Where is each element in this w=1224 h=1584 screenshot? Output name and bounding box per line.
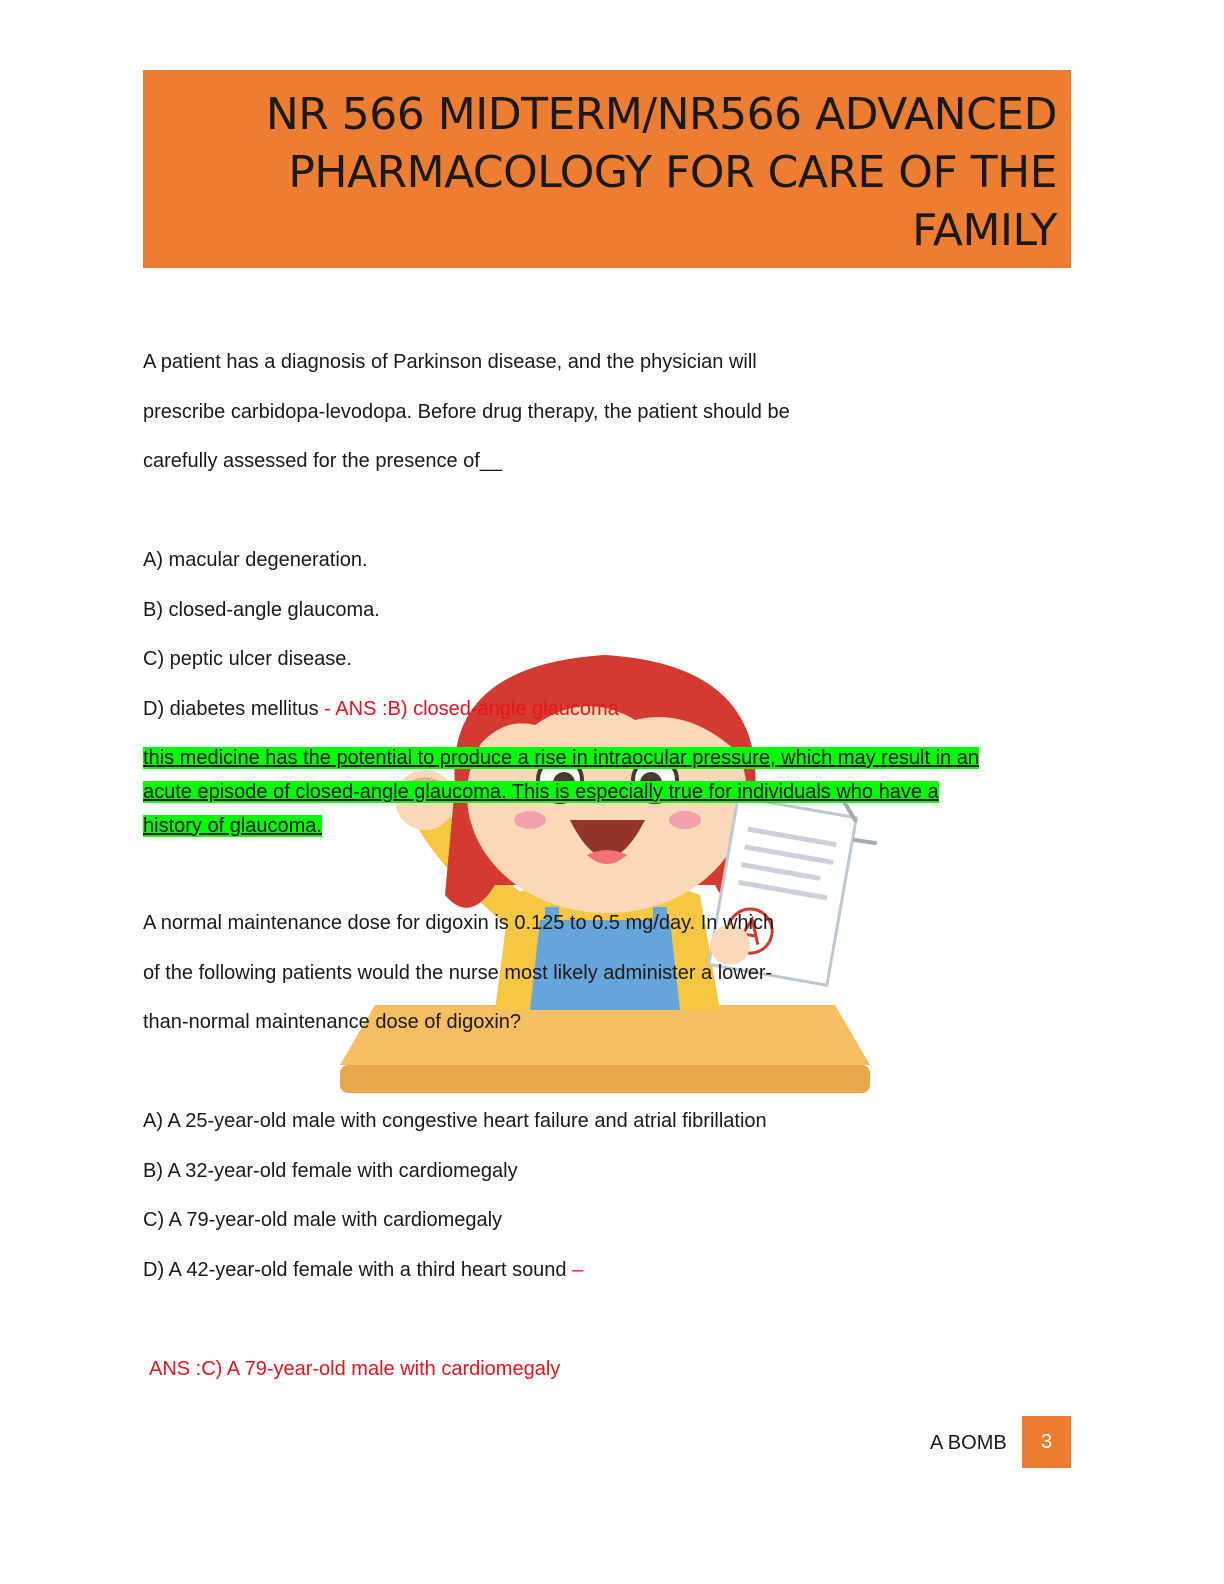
question-1-option-c: C) peptic ulcer disease.: [143, 648, 352, 670]
question-2-option-d: D) A 42-year-old female with a third heart sound: [143, 1259, 567, 1281]
question-2-option-d-line: [143, 1257, 583, 1283]
title-line: NR 566 MIDTERM/NR566 ADVANCED: [265, 89, 1057, 140]
answer-dash: –: [566, 1259, 584, 1281]
question-1-stem-line: A patient has a diagnosis of Parkinson disease, and the physician will: [143, 351, 757, 373]
title-line: FAMILY: [912, 205, 1057, 256]
title-line: PHARMACOLOGY FOR CARE OF THE: [288, 147, 1057, 198]
question-1-rationale: [143, 741, 1073, 843]
question-1-option-d: D) diabetes mellitus: [143, 698, 319, 720]
question-1-stem-line: carefully assessed for the presence of__: [143, 450, 503, 472]
question-2-stem-line: A normal maintenance dose for digoxin is 0.125 to 0.5 mg/day. In which: [143, 912, 775, 934]
question-1-stem-line: prescribe carbidopa-levodopa. Before drug therapy, the patient should be: [143, 401, 790, 423]
question-1-answer: - ANS :B) closed-angle glaucoma: [318, 698, 619, 720]
question-1-option-d-line: [143, 696, 619, 722]
question-1-option-b: B) closed-angle glaucoma.: [143, 599, 380, 621]
question-2-stem-line: of the following patients would the nurse most likely administer a lower-: [143, 962, 773, 984]
question-1-option-a: A) macular degeneration.: [143, 549, 368, 571]
document-title: [143, 86, 1057, 260]
rationale-line: history of glaucoma.: [143, 815, 322, 837]
question-2-option-c: C) A 79-year-old male with cardiomegaly: [143, 1209, 503, 1231]
footer-label: A BOMB: [930, 1432, 1007, 1454]
question-2-answer: ANS :C) A 79-year-old male with cardiomegaly: [149, 1358, 561, 1380]
rationale-line: acute episode of closed-angle glaucoma. This is especially true for individuals who have a: [143, 781, 939, 803]
question-2-option-a: A) A 25-year-old male with congestive heart failure and atrial fibrillation: [143, 1110, 767, 1132]
question-2-option-b: B) A 32-year-old female with cardiomegaly: [143, 1160, 518, 1182]
title-banner: [143, 70, 1071, 268]
rationale-line: this medicine has the potential to produce a rise in intraocular pressure, which may result in an: [143, 747, 979, 769]
page-number: 3: [1022, 1416, 1071, 1468]
question-2-stem-line: than-normal maintenance dose of digoxin?: [143, 1011, 522, 1033]
